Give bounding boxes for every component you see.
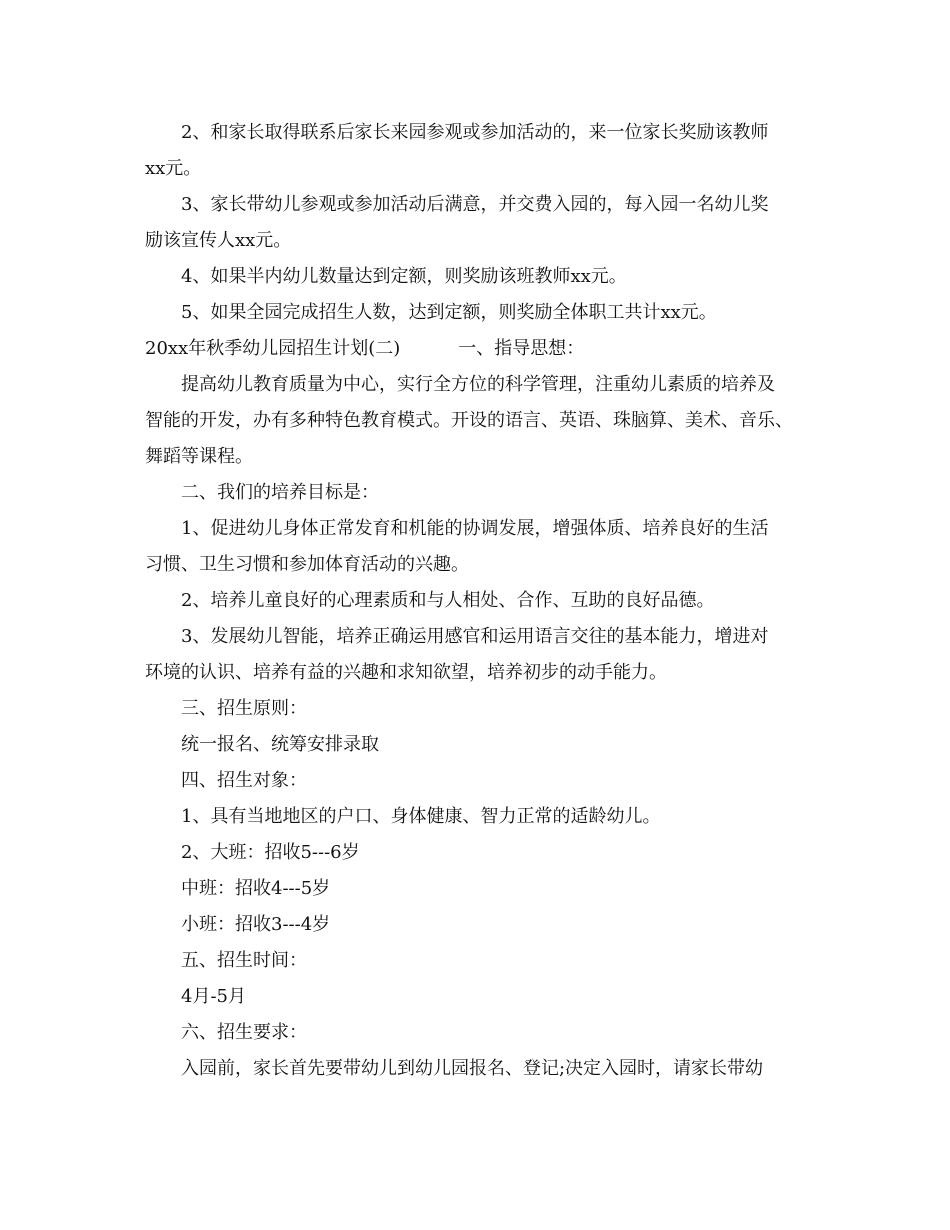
paragraph-line: 舞蹈等课程。 [145, 446, 253, 467]
paragraph-line: 3、家长带幼儿参观或参加活动后满意，并交费入园的，每入园一名幼儿奖 [181, 194, 769, 215]
paragraph-line: 1、促进幼儿身体正常发育和机能的协调发展，增强体质、培养良好的生活 [181, 518, 769, 539]
paragraph-line: 4、如果半内幼儿数量达到定额，则奖励该班教师xx元。 [181, 266, 627, 287]
paragraph-line: 5、如果全园完成招生人数，达到定额，则奖励全体职工共计xx元。 [181, 302, 717, 323]
paragraph-line: 小班：招收3---4岁 [181, 914, 331, 935]
section-heading: 二、我们的培养目标是： [181, 482, 379, 503]
paragraph-line: 2、培养儿童良好的心理素质和与人相处、合作、互助的良好品德。 [181, 590, 715, 611]
plan-heading-line [145, 337, 584, 361]
section-heading: 三、招生原则： [181, 698, 307, 719]
paragraph-line: 2、和家长取得联系后家长来园参观或参加活动的，来一位家长奖励该教师 [181, 122, 769, 143]
paragraph-line: 智能的开发，办有多种特色教育模式。开设的语言、英语、珠脑算、美术、音乐、 [145, 410, 793, 431]
section-heading: 四、招生对象： [181, 770, 307, 791]
paragraph-line: 励该宣传人xx元。 [145, 230, 292, 251]
plan-title: 20xx年秋季幼儿园招生计划(二) [145, 338, 401, 359]
paragraph-line: 4月-5月 [181, 986, 246, 1007]
section-heading: 六、招生要求： [181, 1022, 307, 1043]
paragraph-line: 环境的认识、培养有益的兴趣和求知欲望，培养初步的动手能力。 [145, 662, 667, 683]
paragraph-line: 入园前，家长首先要带幼儿到幼儿园报名、登记;决定入园时，请家长带幼 [181, 1058, 764, 1079]
paragraph-line: 习惯、卫生习惯和参加体育活动的兴趣。 [145, 554, 469, 575]
paragraph-line: 1、具有当地地区的户口、身体健康、智力正常的适龄幼儿。 [181, 806, 661, 827]
section-heading: 五、招生时间： [181, 950, 307, 971]
paragraph-line: 统一报名、统筹安排录取 [181, 734, 379, 755]
section-heading: 一、指导思想： [458, 338, 585, 359]
paragraph-line: 3、发展幼儿智能，培养正确运用感官和运用语言交往的基本能力，增进对 [181, 626, 769, 647]
paragraph-line: 提高幼儿教育质量为中心，实行全方位的科学管理，注重幼儿素质的培养及 [181, 374, 775, 395]
paragraph-line: 中班：招收4---5岁 [181, 878, 331, 899]
paragraph-line: xx元。 [145, 158, 202, 179]
paragraph-line: 2、大班：招收5---6岁 [181, 842, 360, 863]
